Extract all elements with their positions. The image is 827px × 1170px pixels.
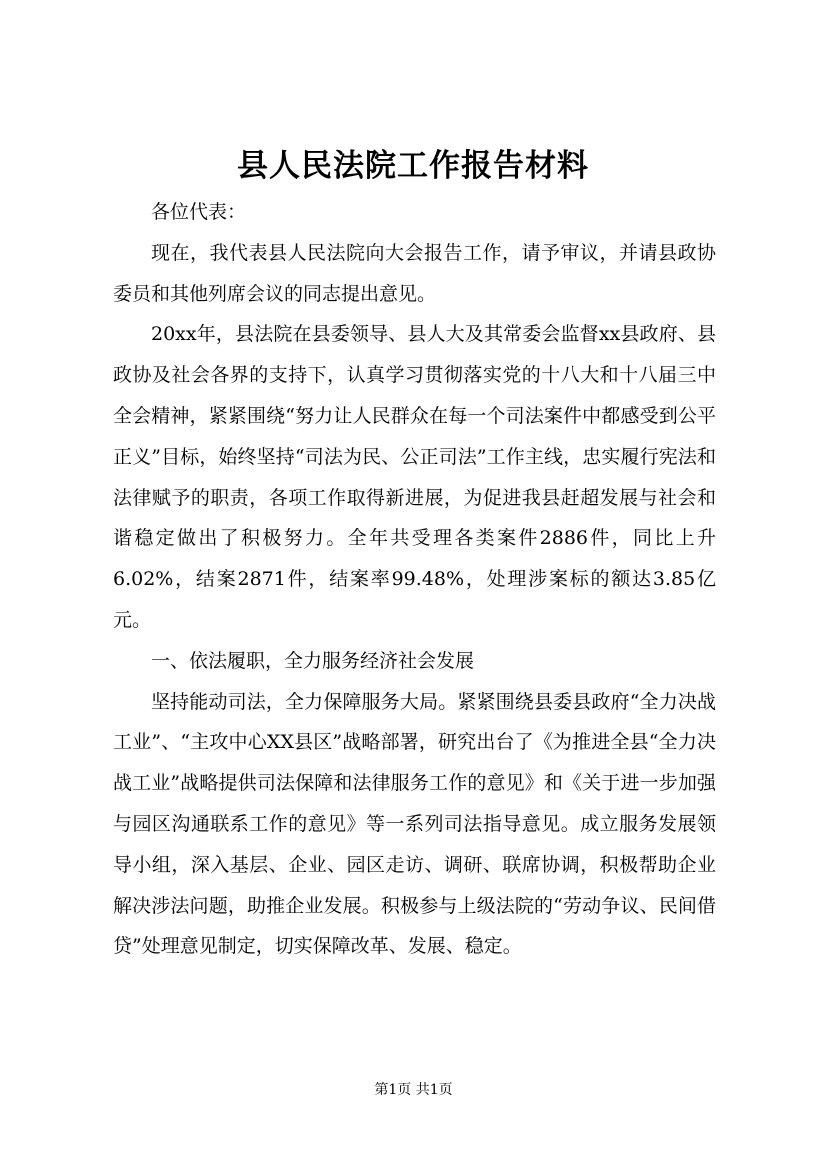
section-paragraph: 坚持能动司法，全力保障服务大局。紧紧围绕县委县政府“全力决战工业”、“主攻中心XX县区”战略部署，研究出台了《为推进全县“全力决战工业”战略提供司法保障和法律服务工作的意见》和《关于进一步加强与园区沟通联系工作的意见》等一系列司法指导意见。成立服务发展领导小组，深入基层、企业、园区走访、调研、联席协调，积极帮助企业解决涉法问题，助推企业发展。积极参与上级法院的“劳动争议、民间借贷”处理意见制定，切实保障改革、发展、稳定。 (113, 690, 716, 958)
document-body (113, 192, 716, 967)
document-title: 县人民法院工作报告材料 (237, 148, 589, 184)
summary-paragraph: 20xx年，县法院在县委领导、县人大及其常委会监督xx县政府、县政协及社会各界的支持下，认真学习贯彻落实党的十八大和十八届三中全会精神，紧紧围绕“努力让人民群众在每一个司法案件中都感受到公平正义”目标，始终坚持“司法为民、公正司法”工作主线，忠实履行宪法和法律赋予的职责，各项工作取得新进展，为促进我县赶超发展与社会和谐稳定做出了积极努力。全年共受理各类案件2886件，同比上升6.02%，结案2871件，结案率99.48%，处理涉案标的额达3.85亿元。 (113, 323, 716, 631)
salutation: 各位代表： (151, 201, 247, 223)
intro-paragraph: 现在，我代表县人民法院向大会报告工作，请予审议，并请县政协委员和其他列席会议的同志提出意见。 (113, 241, 716, 305)
section-heading: 一、依法履职，全力服务经济社会发展 (151, 649, 475, 672)
page-number: 第1页 共1页 (374, 1082, 453, 1098)
page-footer (0, 1080, 827, 1100)
